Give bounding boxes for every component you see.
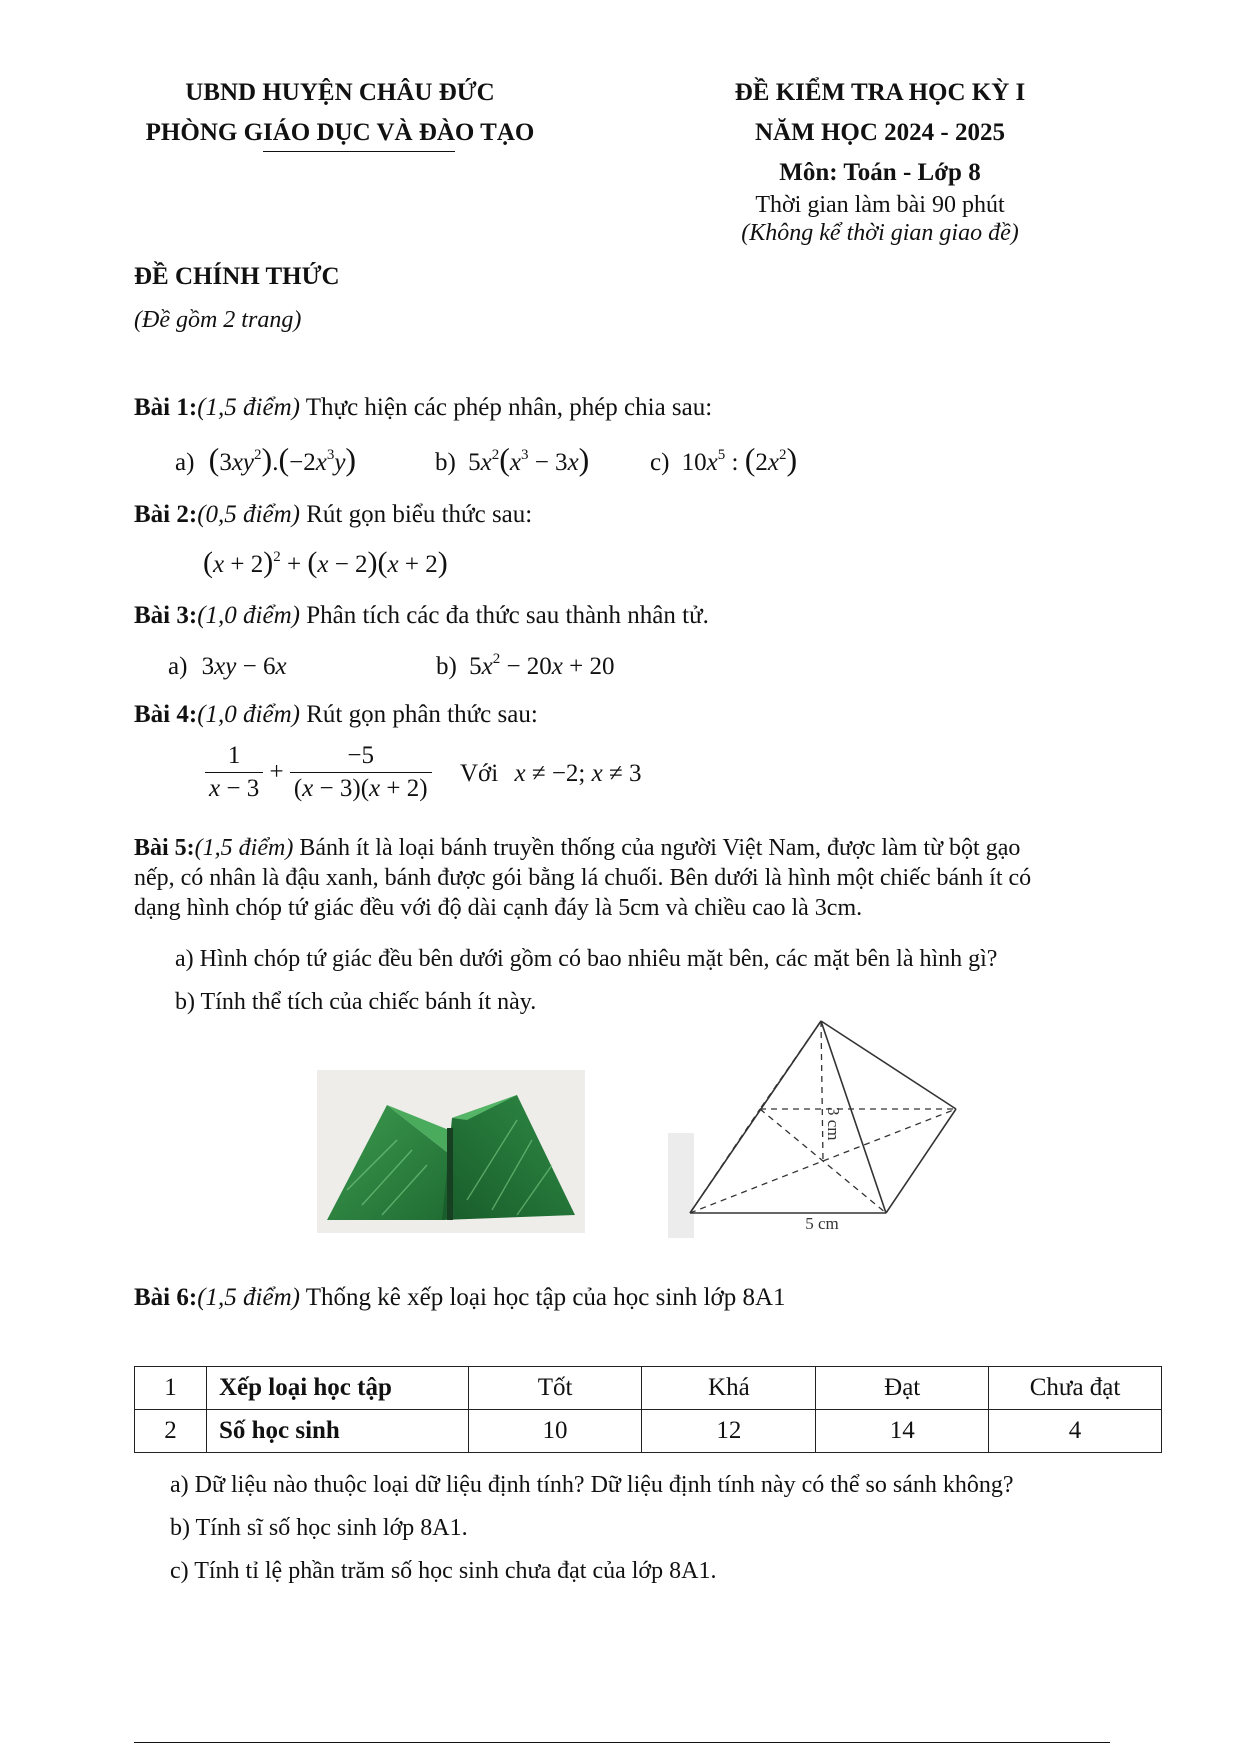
bai3-label: Bài 3: (134, 602, 198, 629)
table-cell: Xếp loại học tập (206, 1367, 468, 1410)
bai5-question-a: a) Hình chóp tứ giác đều bên dưới gồm có bao nhiêu mặt bên, các mặt bên là hình gì? (175, 946, 998, 972)
bai2-prompt: Rút gọn biểu thức sau: (299, 501, 533, 528)
height-label: 3 cm (824, 1107, 843, 1141)
bai4-condition: Với x ≠ −2; x ≠ 3 (460, 760, 642, 787)
footer-rule (134, 1742, 1110, 1743)
bai1-c-label: c) (650, 449, 670, 476)
bai6-prompt: Thống kê xếp loại học tập của học sinh lớp 8A1 (299, 1284, 786, 1311)
bai6-question-c: c) Tính tỉ lệ phần trăm số học sinh chưa đạt của lớp 8A1. (170, 1558, 717, 1584)
table-cell: Chưa đạt (989, 1367, 1162, 1410)
exam-title: ĐỀ KIỂM TRA HỌC KỲ I (734, 79, 1026, 106)
bai1-label: Bài 1: (134, 394, 198, 421)
duration: Thời gian làm bài 90 phút (755, 192, 1005, 218)
duration-note: (Không kể thời gian giao đề) (741, 220, 1019, 246)
subject: Môn: Toán - Lớp 8 (779, 159, 981, 186)
bai5-line1: Bánh ít là loại bánh truyền thống của người Việt Nam, được làm từ bột gạo (293, 835, 1021, 861)
diagram-shadow (668, 1133, 694, 1238)
bai3-expr-b: b) $5x^2 - 20x + 20$ (436, 651, 615, 680)
bai5-question-b: b) Tính thể tích của chiếc bánh ít này. (175, 989, 537, 1015)
bai1-expr-a: a) $(3xy^2).(-2x^3y)$ (175, 441, 357, 477)
bai5-points: (1,5 điểm) (194, 835, 294, 861)
bai4-points: (1,0 điểm) (197, 701, 300, 728)
bai3-prompt: Phân tích các đa thức sau thành nhân tử. (299, 602, 709, 629)
bai3-b-label: b) (436, 653, 457, 680)
bai2-points: (0,5 điểm) (197, 501, 300, 528)
bai2-label: Bài 2: (134, 501, 198, 528)
grades-table-wrap (134, 1366, 1162, 1453)
bai2-heading (134, 500, 532, 530)
school-year: NĂM HỌC 2024 - 2025 (755, 119, 1005, 146)
table-row (135, 1410, 1162, 1453)
table-cell: 14 (816, 1410, 989, 1453)
official-label: ĐỀ CHÍNH THỨC (134, 263, 340, 290)
table-cell: 10 (468, 1410, 642, 1453)
office-name: PHÒNG GIÁO DỤC VÀ ĐÀO TẠO (145, 119, 535, 146)
bai3-points: (1,0 điểm) (197, 602, 300, 629)
base-label: 5 cm (805, 1214, 839, 1233)
bai2-expr: $(x + 2)^2 + (x - 2)(x + 2)$ (203, 546, 448, 579)
banh-it-photo (317, 1070, 585, 1233)
bai6-question-a: a) Dữ liệu nào thuộc loại dữ liệu định tính? Dữ liệu định tính này có thể so sánh không? (170, 1472, 1014, 1498)
header-underline (263, 151, 455, 152)
table-cell: 2 (135, 1410, 207, 1453)
bai1-b-label: b) (435, 449, 456, 476)
bai3-heading (134, 601, 709, 631)
bai1-expr-c: c) $10x^5$ : $(2x^2)$ (650, 441, 798, 477)
table-cell: Đạt (816, 1367, 989, 1410)
bai6-question-b: b) Tính sĩ số học sinh lớp 8A1. (170, 1515, 468, 1541)
bai1-a-label: a) (175, 449, 195, 476)
table-cell: Số học sinh (206, 1410, 468, 1453)
bai6-heading (134, 1283, 786, 1313)
bai1-prompt: Thực hiện các phép nhân, phép chia sau: (299, 394, 713, 421)
bai1-points: (1,5 điểm) (197, 394, 300, 421)
bai5-line2: nếp, có nhân là đậu xanh, bánh được gói bằng lá chuối. Bên dưới là hình một chiếc bánh ít có (134, 865, 1032, 891)
bai1-heading (134, 393, 712, 423)
bai3-a-label: a) (168, 653, 188, 680)
bai5-paragraph (134, 833, 1144, 923)
table-cell: Khá (642, 1367, 816, 1410)
bai4-heading (134, 700, 538, 730)
table-cell: 12 (642, 1410, 816, 1453)
bai5-line3: dạng hình chóp tứ giác đều với độ dài cạnh đáy là 5cm và chiều cao là 3cm. (134, 895, 863, 921)
banh-it-illustration (317, 1070, 585, 1233)
bai4-prompt: Rút gọn phân thức sau: (299, 701, 538, 728)
bai3-expr-a: a) 3xy − 6x (168, 653, 287, 680)
table-cell: Tốt (468, 1367, 642, 1410)
bai4-label: Bài 4: (134, 701, 198, 728)
bai1-expr-b: b) $5x^2(x^3 - 3x)$ (435, 441, 590, 477)
table-row (135, 1367, 1162, 1410)
bai6-label: Bài 6: (134, 1284, 198, 1311)
dept-name: UBND HUYỆN CHÂU ĐỨC (185, 79, 495, 106)
table-cell: 1 (135, 1367, 207, 1410)
bai6-points: (1,5 điểm) (197, 1284, 300, 1311)
table-cell: 4 (989, 1410, 1162, 1453)
grades-table (134, 1366, 1162, 1453)
bai5-label: Bài 5: (134, 835, 195, 861)
bai4-condition-word: Với (460, 760, 499, 787)
bai4-expr: $\frac{1}{x - 3}$ + $\frac{-5}{(x - 3)(x + 2)}$ (205, 742, 432, 803)
pages-note: (Đề gồm 2 trang) (134, 307, 302, 333)
pyramid-diagram (668, 1015, 958, 1240)
